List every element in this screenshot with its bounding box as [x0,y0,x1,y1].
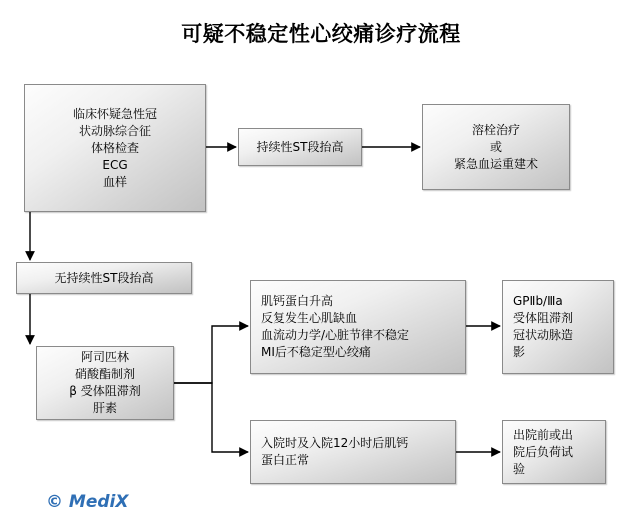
node-initial-line-3: 体格检查 [90,140,139,155]
node-initial-line-2: 状动脉综合征 [78,123,151,138]
connector-medication-to-lowrisk [174,383,248,452]
node-medication-line-3: β 受体阻滞剂 [69,384,141,398]
node-gp-inhibitor-line-4: 影 [513,345,526,359]
node-high-risk-criteria [250,280,466,374]
node-persistent-st-line-1: 持续性ST段抬高 [256,139,344,154]
node-initial-line-5: 血样 [102,174,127,189]
node-medication-line-4: 肝素 [92,401,117,415]
node-low-risk-criteria [250,420,456,484]
node-high-risk-line-2: 反复发生心肌缺血 [261,311,358,325]
node-gp-inhibitor-line-2: 受体阻滞剂 [513,311,574,325]
node-gp-inhibitor-angiography [502,280,614,374]
node-medication-line-2: 硝酸酯制剂 [74,367,135,381]
watermark: © MediX [46,492,129,512]
node-medication [36,346,174,420]
node-no-persistent-st-elevation [16,262,192,294]
node-discharge-line-3: 验 [513,461,526,476]
node-gp-inhibitor-line-3: 冠状动脉造 [513,328,574,342]
node-high-risk-line-3: 血流动力学/心脏节律不稳定 [261,328,410,342]
node-discharge-line-2: 院后负荷试 [513,444,574,459]
node-thrombolysis-line-2: 或 [489,139,502,154]
node-medication-line-1: 阿司匹林 [80,350,129,364]
node-discharge-stress-test [502,420,606,484]
node-initial-assessment [24,84,206,212]
node-thrombolysis-line-1: 溶栓治疗 [471,122,520,137]
node-low-risk-line-2: 蛋白正常 [261,453,310,467]
node-persistent-st-elevation [238,128,362,166]
page-title: 可疑不稳定性心绞痛诊疗流程 [181,22,461,46]
node-high-risk-line-4: MI后不稳定型心绞痛 [261,345,371,359]
node-thrombolysis [422,104,570,190]
node-gp-inhibitor-line-1: GPⅡb/Ⅲa [513,294,563,308]
node-initial-line-1: 临床怀疑急性冠 [72,106,157,121]
node-no-persistent-st-line-1: 无持续性ST段抬高 [54,270,154,285]
node-initial-line-4: ECG [102,157,128,172]
node-high-risk-line-1: 肌钙蛋白升高 [261,294,334,308]
node-thrombolysis-line-3: 紧急血运重建术 [453,156,538,171]
node-low-risk-line-1: 入院时及入院12小时后肌钙 [261,436,409,450]
node-discharge-line-1: 出院前或出 [513,427,574,442]
connector-medication-to-highrisk [174,326,248,383]
